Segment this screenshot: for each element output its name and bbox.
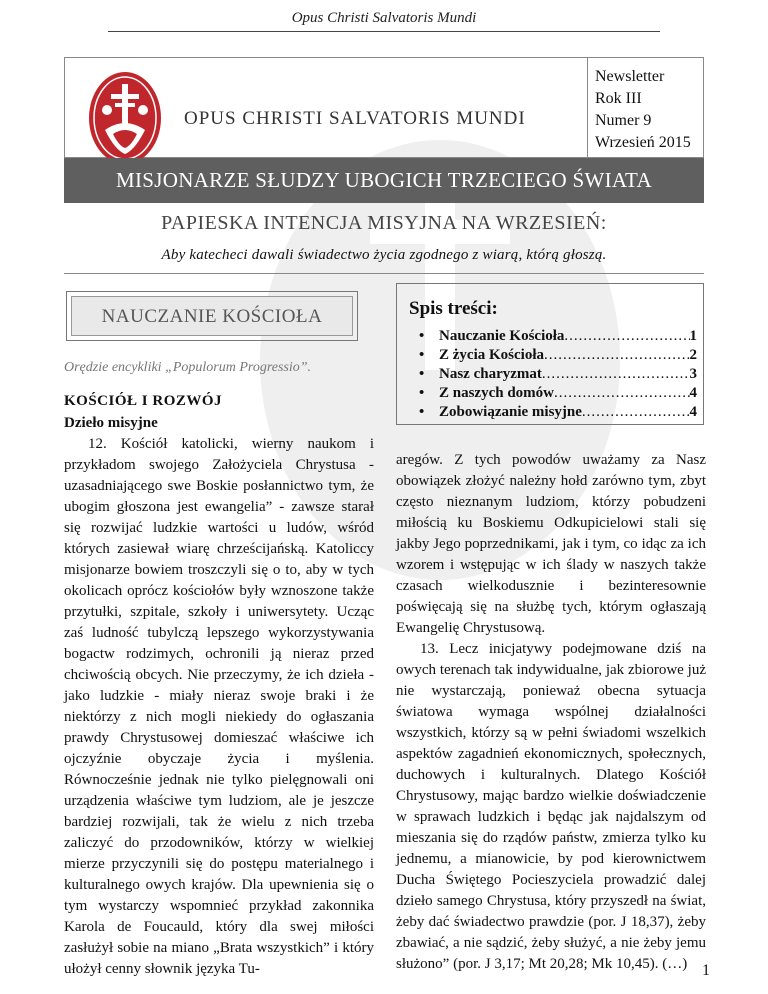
section-title: NAUCZANIE KOŚCIOŁA (71, 296, 353, 336)
body-paragraph: 13. Lecz inicjatywy podejmowane dziś na owych terenach tak indywidualne, jak zbiorowe już nie wystarczają, ponieważ obecna sytuacja światowa wymaga wspólnej działalności wszystkich, którzy są w pełni świadomi wszelkich aspektów zagadnień ekonomicznych, społecznych, duchowych i kulturalnych. Dlatego Kościół Chrystusowy, mając bardzo wielkie doświadczenie w sprawach ludzkich i będąc jak najdalszym od mieszania się do rządów państw, zmierza tylko ku jednemu, a mianowicie, by pod kierownictwem Ducha Świętego Pocieszyciela prowadzić dalej dzieło samego Chrystusa, który przyszedł na świat, żeby dać świadectwo prawdzie (por. J 18,37), żeby zbawiać, a nie sądzić, żeby służyć, a nie żeby jemu służono” (por. J 3,17; Mt 20,28; Mk 10,45). (…) (396, 641, 706, 972)
header-divider (587, 58, 588, 158)
body-right-column (396, 450, 706, 975)
toc-item-label: Nauczanie Kościoła (439, 328, 565, 344)
toc-item-label: Z życia Kościoła (439, 347, 544, 363)
issue-info (595, 66, 691, 154)
article-subheading: Dzieło misyjne (64, 415, 158, 431)
toc-leader (582, 403, 690, 422)
issue-year: Rok III (595, 90, 642, 107)
toc-item-label: Z naszych domów (439, 385, 555, 401)
intention-rule (64, 273, 704, 274)
bullet-icon: • (419, 328, 425, 344)
intention-text: Aby katecheci dawali świadectwo życia zgodnego z wiarą, którą głoszą. (161, 247, 607, 263)
header-box (64, 57, 704, 158)
bullet-icon: • (419, 347, 425, 363)
issue-type: Newsletter (595, 68, 665, 85)
toc-item-label: Nasz charyzmat (439, 366, 542, 382)
toc-item[interactable] (419, 384, 697, 403)
toc-item-page: 4 (689, 404, 697, 420)
banner: MISJONARZE SŁUDZY UBOGICH TRZECIEGO ŚWIATA (64, 158, 704, 203)
org-name: OPUS CHRISTI SALVATORIS MUNDI (184, 108, 526, 129)
toc-item[interactable] (419, 346, 697, 365)
bullet-icon: • (419, 404, 425, 420)
toc-item-page: 2 (689, 347, 697, 363)
toc-item-page: 3 (689, 366, 697, 382)
table-of-contents (396, 283, 704, 425)
issue-number: Numer 9 (595, 112, 652, 129)
intention-title: PAPIESKA INTENCJA MISYJNA NA WRZESIEŃ: (161, 212, 607, 234)
top-rule (108, 31, 660, 32)
article-heading: KOŚCIÓŁ I ROZWÓJ (64, 393, 223, 409)
body-left-column: 12. Kościół katolicki, wierny naukom i przykładom swojego Założyciela Chrystusa - uzasadniającego swe Boskie posłannictwo tym, że ubogim głoszona jest ewangelia” - zawsze starał się rozwijać ludzkie wartości u ludów, wśród których zasiewał wiarę chrześcijańską. Katoliccy misjonarze bowiem troszczyli się o to, aby w tych okolicach oprócz kościołów były wznoszone także przytułki, szpitale, szkoły i uniwersytety. Ucząc zaś ludność tubylczą lepszego wykorzystywania bogactw rodzimych, ochronili ją nieraz przed chciwością obcych. Nie przeczymy, że ich dzieła - jako ludzkie - miały nieraz swoje braki i że niektórzy z nich mogli niekiedy do ogłaszania prawdy Chrystusowej domieszać właściwe ich ojczyźnie obyczaje życia i myślenia. Równocześnie jednak nie tylko pielęgnowali oni urządzenia właściwe tym ludziom, ale je jeszcze bardziej rozwijali, tak że wielu z nich trzeba zaliczyć do przodowników, którzy w wielkiej mierze przyczynili się do postępu materialnego i kulturalnego owych krajów. Dla upewnienia się o tym wystarczy wspomnieć przykład zakonnika Karola de Foucauld, który dla swej miłości zasłużył sobie na miano „Brata wszystkich” i który ułożył cenny słownik języka Tu- (64, 436, 374, 977)
toc-item[interactable] (419, 327, 697, 346)
running-header: Opus Christi Salvatoris Mundi (291, 10, 477, 26)
toc-item[interactable] (419, 365, 697, 384)
toc-item-page: 4 (689, 385, 697, 401)
toc-item-label: Zobowiązanie misyjne (439, 404, 582, 420)
toc-item[interactable] (419, 403, 697, 422)
toc-leader (544, 346, 690, 365)
issue-date: Wrzesień 2015 (595, 134, 691, 151)
logo-icon (87, 70, 163, 166)
page-number: 1 (702, 962, 710, 979)
toc-leader (542, 365, 690, 384)
toc-list (419, 327, 697, 422)
section-subtitle: Orędzie encykliki „Populorum Progressio”. (64, 360, 312, 375)
bullet-icon: • (419, 366, 425, 382)
toc-leader (554, 384, 689, 403)
body-paragraph: aregów. Z tych powodów uważamy za Nasz obowiązek złożyć należny hołd zarówno tym, zbyt często nieznanym ludziom, którzy pobudzeni miłością ku Boskiemu Odkupicielowi stali się jakby Jego poprzednikami, jak i tym, co idąc za ich wzorem i wstępując w ich ślady w naszych także czasach wielkodusznie i bezinteresownie poświęcają się na służbę tych, którym ogłaszają Ewangelię Chrystusową. (396, 452, 706, 636)
toc-item-page: 1 (689, 328, 697, 344)
bullet-icon: • (419, 385, 425, 401)
toc-title: Spis treści: (409, 298, 498, 319)
section-title-box (66, 291, 358, 341)
toc-leader (564, 327, 689, 346)
